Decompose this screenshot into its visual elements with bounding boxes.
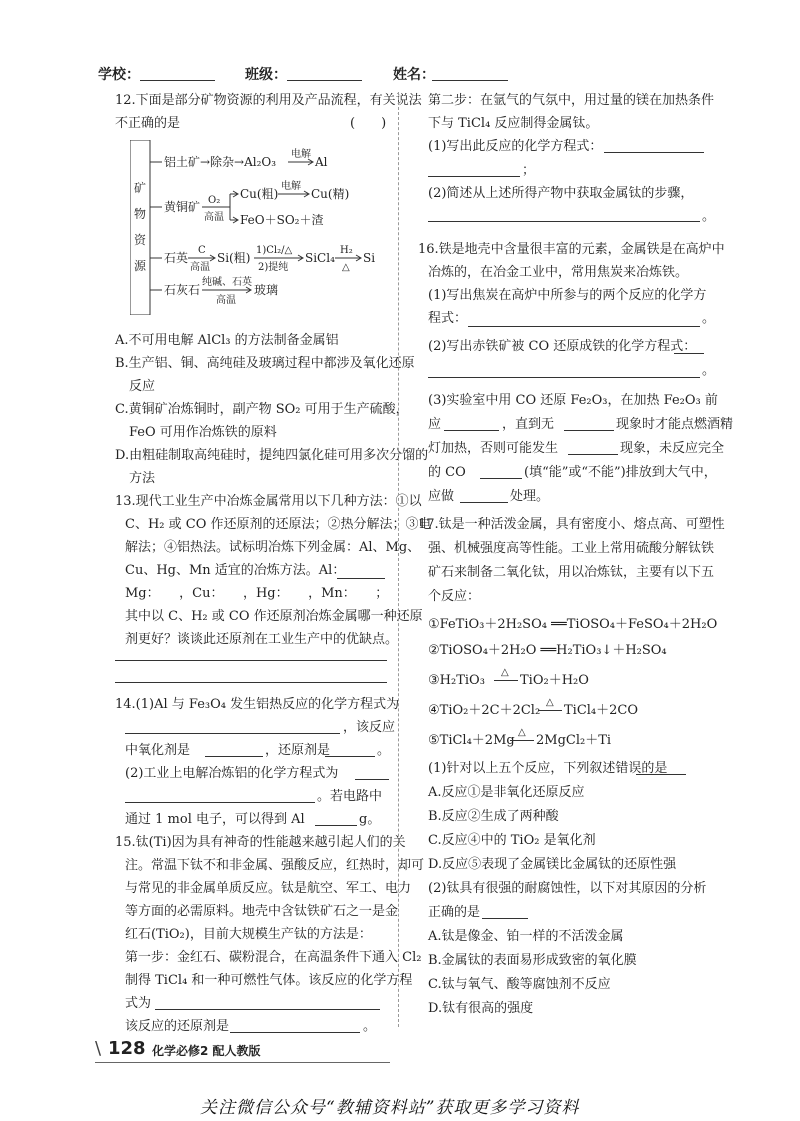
heat-symbol: △	[518, 727, 526, 738]
diagram-high-temp-2: 高温	[190, 262, 210, 273]
q16-line-2: 冶炼的，在冶金工业中，常用焦炭来冶炼铁。	[428, 265, 689, 280]
q17-line-1: 17.钛是一种活泼金属，具有密度小、熔点高、可塑性	[418, 517, 725, 532]
diagram-electrolysis-2: 电解	[281, 181, 301, 192]
q17-reaction-5-right: 2MgCl₂＋Ti	[536, 733, 612, 748]
q14-al-mass-blank[interactable]	[315, 825, 357, 826]
diagram-high-temp-1: 高温	[204, 212, 224, 223]
promo-text: 关注微信公众号“教辅资料站”获取更多学习资料	[200, 1098, 580, 1118]
diagram-bracket	[130, 140, 150, 315]
q14-line-4: (2)工业上电解冶炼铝的化学方程式为	[125, 766, 339, 781]
q13-line-6: 其中以 C、H₂ 或 CO 作还原剂冶炼金属哪一种还原	[125, 609, 423, 624]
q14-line-6: 通过 1 mol 电子，可以得到 Al	[125, 812, 305, 827]
diagram-purify: 2)提纯	[258, 262, 289, 273]
q17-sub1: (1)针对以上五个反应，下列叙述错误的是	[428, 761, 668, 776]
q17-sub2-option-c: C.钛与氧气、酸等腐蚀剂不反应	[428, 977, 611, 992]
q14-reductant-blank[interactable]	[325, 756, 375, 757]
diagram-source-char: 源	[134, 259, 147, 273]
q17-reaction-4-right: TiCl₄＋2CO	[564, 703, 639, 718]
diagram-crude-silicon: Si(粗)	[217, 251, 251, 265]
q12-option-c-2: FeO 可用作冶炼铁的原料	[129, 425, 277, 440]
q15-line-4: 等方面的必需原料。地壳中含钛铁矿石之一是金	[125, 904, 399, 919]
q15-step2-1: 第二步：在氩气的气氛中，用过量的镁在加热条件	[428, 93, 715, 108]
q15-line-1: 15.钛(Ti)因为具有神奇的性能越来越引起人们的关	[115, 835, 406, 850]
q14-eq2-blank-b[interactable]	[125, 802, 315, 803]
q15-equation-blank[interactable]	[155, 1009, 380, 1010]
diagram-high-temp-3: 高温	[216, 295, 236, 306]
q15-sub2-period: 。	[702, 209, 716, 224]
q17-reaction-3-left: ③H₂TiO₃	[428, 673, 485, 688]
diagram-source-char: 物	[134, 207, 147, 221]
q13-line-3: 解法；④铝热法。试标明冶炼下列金属：Al、Mg、	[125, 540, 421, 555]
q12-option-d-2: 方法	[129, 471, 156, 486]
q17-reaction-4-left: ④TiO₂＋2C＋2Cl₂	[428, 703, 541, 718]
q13-line-4: Cu、Hg、Mn 适宜的冶炼方法。Al：	[125, 563, 346, 578]
q15-line-3: 与常见的非金属单质反应。钛是航空、军工、电力	[125, 881, 412, 896]
q17-line-4: 个反应：	[428, 589, 481, 604]
q16-sub3-blank-a[interactable]	[444, 430, 499, 431]
diagram-refined-copper: Cu(精)	[311, 187, 350, 201]
class-blank[interactable]	[287, 80, 362, 81]
diagram-bauxite: 铝土矿→除杂→Al₂O₃	[164, 155, 277, 169]
q16-sub3-blank-d[interactable]	[480, 478, 522, 479]
q16-line-1: 16.铁是地壳中含量很丰富的元素，金属铁是在高炉中	[418, 242, 725, 257]
q16-sub1: (1)写出焦炭在高炉中所参与的两个反应的化学方	[428, 288, 707, 303]
reaction-equal-line	[538, 710, 562, 711]
diagram-chalcopyrite: 黄铜矿	[164, 200, 201, 214]
diagram-feo-so2: FeO＋SO₂＋渣	[240, 213, 324, 227]
q15-line-8: 式为	[125, 996, 152, 1011]
diagram-source-char: 资	[134, 233, 147, 247]
q16-sub3-unreacted: 现象，未反应完全	[620, 441, 725, 456]
q17-line-3: 矿石来制备二氧化钛，用以冶炼钛，主要有以下五	[428, 565, 715, 580]
q16-sub1-b: 程式：	[428, 311, 468, 326]
q17-sub1-option-d: D.反应⑤表现了金属镁比金属钛的还原性强	[428, 857, 677, 872]
q12-option-b-2: 反应	[129, 379, 156, 394]
book-title: 化学必修2 配人教版	[152, 1044, 261, 1058]
diagram-limestone: 石灰石	[164, 283, 201, 297]
diagram-glass: 玻璃	[254, 283, 279, 297]
q16-sub3-until: ，直到无	[502, 417, 555, 432]
q12-option-c-1: C.黄铜矿冶炼铜时，副产物 SO₂ 可用于生产硫酸，	[115, 402, 409, 417]
q17-sub2-option-d: D.钛有很高的强度	[428, 1001, 534, 1016]
school-label: 学校：	[98, 67, 140, 83]
q17-sub1-option-a: A.反应①是非氧化还原反应	[428, 785, 585, 800]
q13-line-7: 剂更好？谈谈此还原剂在工业生产中的优缺点。	[125, 632, 399, 647]
heat-symbol: △	[501, 667, 509, 678]
diagram-carbon: C	[198, 245, 206, 256]
q12-option-b-1: B.生产铝、铜、高纯硅及玻璃过程中都涉及氧化还原	[115, 356, 415, 371]
diagram-soda-quartz: 纯碱、石英	[202, 277, 252, 288]
q16-sub3-fill: (填“能”或“不能”)排放到大气中，	[524, 465, 717, 480]
q16-sub2-blank-b[interactable]	[428, 377, 700, 378]
q14-eq1-blank[interactable]	[125, 733, 340, 734]
mineral-flow-diagram	[130, 140, 385, 315]
q14-line-1: 14.(1)Al 与 Fe₃O₄ 发生铝热反应的化学方程式为	[115, 697, 400, 712]
q15-reductant-blank[interactable]	[230, 1032, 360, 1033]
q15-line-7: 制得 TiCl₄ 和一种可燃性气体。该反应的化学方程	[125, 973, 413, 988]
q15-line-2: 注。常温下钛不和非金属、强酸反应，红热时，却可	[125, 858, 425, 873]
page-slash: \	[95, 1038, 102, 1059]
q16-sub3-ignite: 现象时才能点燃酒精	[616, 417, 734, 432]
q16-sub1-period: 。	[702, 311, 716, 326]
q13-line-5: Mg： ，Cu： ，Hg： ，Mn： ；	[125, 586, 389, 601]
q17-sub1-option-c: C.反应④中的 TiO₂ 是氧化剂	[428, 833, 596, 848]
q12-option-a: A.不可用电解 AlCl₃ 的方法制备金属铝	[115, 333, 339, 348]
q17-reaction-2: ②TiOSO₄＋2H₂O ══H₂TiO₃↓＋H₂SO₄	[428, 643, 667, 658]
q14-unit: g。	[359, 812, 381, 827]
diagram-silicon: Si	[363, 251, 376, 265]
q12-stem-2: 不正确的是	[115, 116, 181, 131]
q17-reaction-1: ①FeTiO₃＋2H₂SO₄ ══TiOSO₄＋FeSO₄＋2H₂O	[428, 617, 718, 632]
q15-sub1-semicolon: ；	[522, 163, 536, 178]
q17-reaction-3-right: TiO₂＋H₂O	[520, 673, 589, 688]
diagram-aluminum: Al	[315, 155, 328, 169]
diagram-source-char: 矿	[134, 181, 147, 195]
q16-sub3: (3)实验室中用 CO 还原 Fe₂O₃，在加热 Fe₂O₃ 前	[428, 393, 718, 408]
q17-sub1-blank[interactable]	[636, 774, 686, 775]
q17-sub2-option-b: B.金属钛的表面易形成致密的氧化膜	[428, 953, 637, 968]
diagram-cl2-heat: 1)Cl₂/△	[256, 245, 293, 256]
q16-sub3-blank-c[interactable]	[568, 454, 618, 455]
q15-sub2-blank[interactable]	[428, 221, 700, 222]
q16-sub3-should: 应	[428, 417, 442, 432]
q17-sub2-option-a: A.钛是像金、铂一样的不活泼金属	[428, 929, 624, 944]
q17-line-2: 强、机械强度高等性能。工业上常用硫酸分解钛铁	[428, 541, 715, 556]
q16-sub3-co: 的 CO	[428, 465, 466, 480]
diagram-quartz: 石英	[164, 251, 189, 265]
q16-sub2-period: 。	[702, 363, 716, 378]
q12-stem-1: 12.下面是部分矿物资源的利用及产品流程，有关说法	[115, 93, 422, 108]
q14-reductant-label: ，还原剂是	[265, 743, 331, 758]
q17-sub2-b: 正确的是	[428, 905, 481, 920]
q16-sub3-else: 灯加热，否则可能发生	[428, 441, 559, 456]
q17-sub1-option-b: B.反应②生成了两种酸	[428, 809, 559, 824]
diagram-h2: H₂	[340, 245, 353, 256]
q16-sub2: (2)写出赤铁矿被 CO 还原成铁的化学方程式：	[428, 339, 697, 354]
q16-sub3-treat: 处理。	[510, 489, 550, 504]
diagram-heat: △	[342, 262, 350, 273]
diagram-sicl4: SiCl₄	[305, 251, 335, 265]
q13-answer-line-2[interactable]	[115, 682, 387, 683]
diagram-o2: O₂	[208, 195, 221, 206]
q15-period: 。	[363, 1019, 377, 1034]
q16-sub3-do: 应做	[428, 489, 455, 504]
reaction-equal-line	[510, 740, 534, 741]
name-blank[interactable]	[432, 80, 508, 81]
q14-oxidant-label: 中氧化剂是	[125, 743, 191, 758]
name-label: 姓名：	[393, 67, 435, 83]
footer-rule	[95, 1062, 390, 1063]
q15-step2-2: 下与 TiCl₄ 反应制得金属钛。	[428, 116, 599, 131]
q15-sub1: (1)写出此反应的化学方程式：	[428, 139, 603, 154]
q16-sub1-blank[interactable]	[468, 326, 700, 327]
q15-sub2: (2)简述从上述所得产物中获取金属钛的步骤，	[428, 186, 694, 201]
q16-sub3-blank-e[interactable]	[460, 502, 508, 503]
q15-line-5: 红石(TiO₂)，目前大规模生产钛的方法是：	[125, 927, 372, 942]
class-label: 班级：	[245, 67, 287, 83]
q13-line-1: 13.现代工业生产中冶炼金属常用以下几种方法：①以	[115, 494, 422, 509]
q12-answer-paren[interactable]: ( )	[350, 116, 387, 131]
q16-sub3-blank-b[interactable]	[564, 430, 614, 431]
q17-sub2: (2)钛具有很强的耐腐蚀性，以下对其原因的分析	[428, 881, 707, 896]
q14-line-5: 。若电路中	[317, 789, 383, 804]
q14-line-2: ，该反应	[343, 720, 396, 735]
q15-sub1-blank-a[interactable]	[604, 152, 704, 153]
q14-period-1: 。	[377, 743, 391, 758]
q14-eq2-blank-a[interactable]	[355, 779, 389, 780]
q15-sub1-blank-b[interactable]	[428, 176, 520, 177]
q15-line-9: 该反应的还原剂是	[125, 1019, 230, 1034]
q15-line-6: 第一步：金红石、碳粉混合，在高温条件下通入 Cl₂	[125, 950, 422, 965]
q13-answer-line-1[interactable]	[115, 660, 387, 661]
q13-al-blank[interactable]	[337, 578, 385, 579]
q14-oxidant-blank[interactable]	[205, 756, 263, 757]
diagram-electrolysis-1: 电解	[291, 149, 311, 160]
school-blank[interactable]	[140, 80, 215, 81]
q17-sub2-blank[interactable]	[482, 918, 528, 919]
heat-symbol: △	[546, 697, 554, 708]
page-number: 128	[108, 1038, 146, 1059]
q16-sub2-blank-a[interactable]	[674, 353, 704, 354]
diagram-crude-copper: Cu(粗)	[240, 187, 279, 201]
q12-option-d-1: D.由粗硅制取高纯硅时，提纯四氯化硅可用多次分馏的	[115, 448, 429, 463]
q13-line-2: C、H₂ 或 CO 作还原剂的还原法；②热分解法；③电	[125, 517, 432, 532]
q17-reaction-5-left: ⑤TiCl₄＋2Mg	[428, 733, 515, 748]
column-divider	[398, 92, 399, 1027]
reaction-equal-line	[494, 680, 518, 681]
